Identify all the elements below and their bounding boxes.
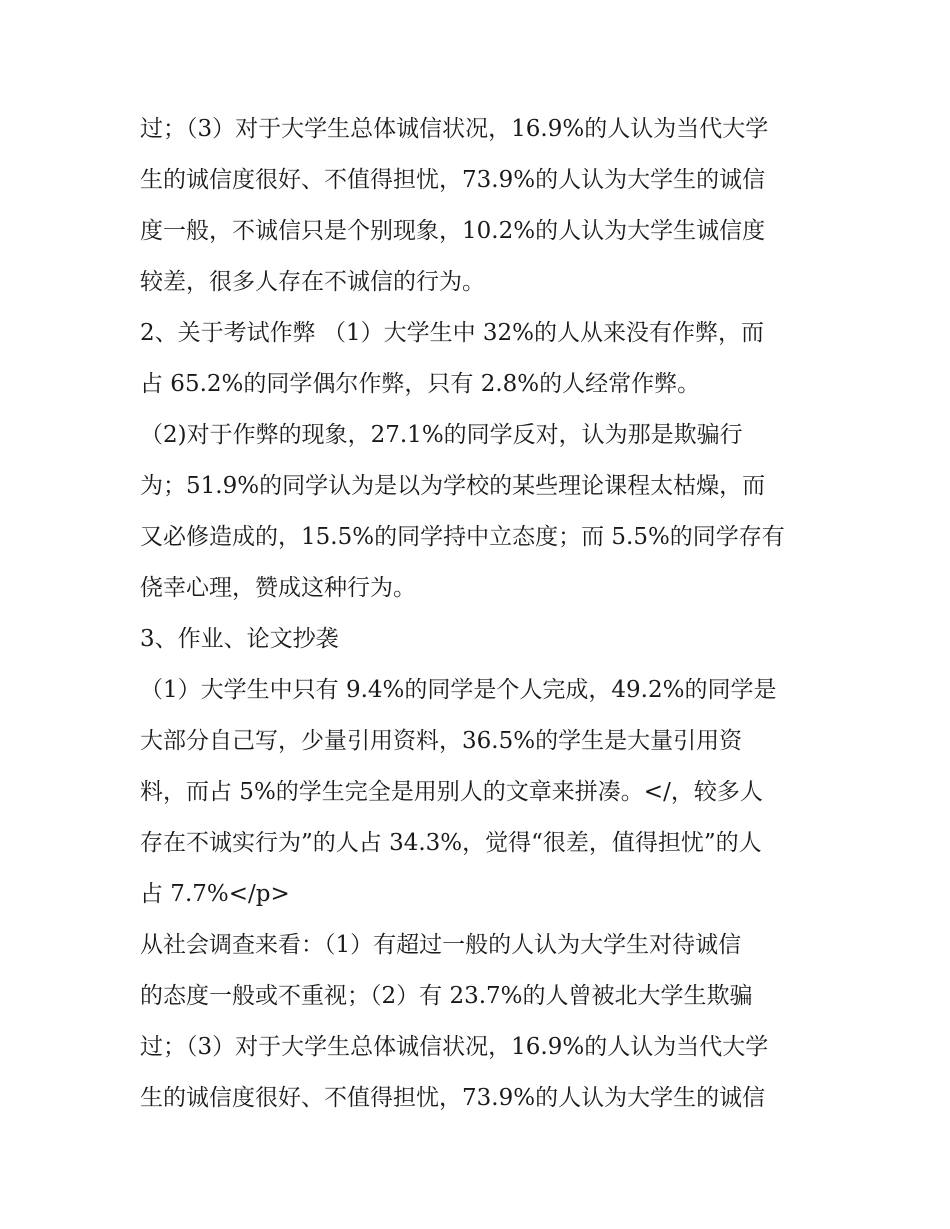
text-line: 占 7.7%</p> bbox=[140, 881, 290, 907]
text-line: 度一般，不诚信只是个别现象，10.2%的人认为大学生诚信度 bbox=[140, 218, 766, 244]
text-line: 的态度一般或不重视；（2）有 23.7%的人曾被北大学生欺骗 bbox=[140, 983, 753, 1009]
text-line: 料，而占 5%的学生完全是用别人的文章来拼凑。</，较多人 bbox=[140, 779, 763, 805]
text-line: 3、作业、论文抄袭 bbox=[140, 626, 339, 652]
text-line: 占 65.2%的同学偶尔作弊，只有 2.8%的人经常作弊。 bbox=[140, 371, 701, 397]
text-line: 较差，很多人存在不诚信的行为。 bbox=[140, 269, 485, 295]
text-line: 过；（3）对于大学生总体诚信状况，16.9%的人认为当代大学 bbox=[140, 116, 769, 142]
document-page bbox=[140, 104, 830, 1124]
text-line: 大部分自己写，少量引用资料，36.5%的学生是大量引用资 bbox=[140, 728, 743, 754]
text-line: （2)对于作弊的现象，27.1%的同学反对，认为那是欺骗行 bbox=[140, 422, 743, 448]
text-line: 为；51.9%的同学认为是以为学校的某些理论课程太枯燥，而 bbox=[140, 473, 766, 499]
text-line: 存在不诚实行为”的人占 34.3%，觉得“很差，值得担忧”的人 bbox=[140, 830, 762, 856]
text-line: （1）大学生中只有 9.4%的同学是个人完成，49.2%的同学是 bbox=[140, 677, 777, 703]
text-line: 过；（3）对于大学生总体诚信状况，16.9%的人认为当代大学 bbox=[140, 1034, 769, 1060]
text-line: 2、关于考试作弊 （1）大学生中 32%的人从来没有作弊，而 bbox=[140, 320, 765, 346]
text-line: 又必修造成的，15.5%的同学持中立态度；而 5.5%的同学存有 bbox=[140, 524, 785, 550]
text-line: 从社会调查来看：（1）有超过一般的人认为大学生对待诚信 bbox=[140, 932, 742, 958]
text-line: 侥幸心理，赞成这种行为。 bbox=[140, 575, 416, 601]
text-line: 生的诚信度很好、不值得担忧，73.9%的人认为大学生的诚信 bbox=[140, 1085, 766, 1111]
text-line: 生的诚信度很好、不值得担忧，73.9%的人认为大学生的诚信 bbox=[140, 167, 766, 193]
